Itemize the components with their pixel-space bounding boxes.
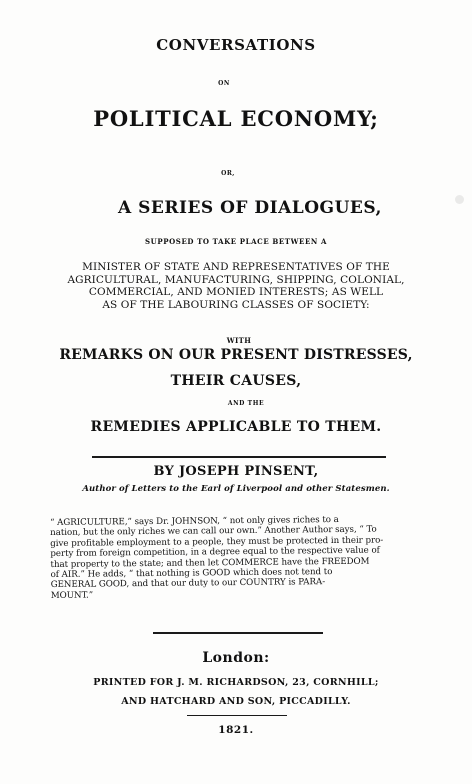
author-name: BY JOSEPH PINSENT,: [153, 464, 319, 479]
epigraph-line: that property to the state; and then let COMMERCE have the FREEDOM: [50, 556, 370, 570]
author-designation: Author of Letters to the Earl of Liverpool and other Statesmen.: [82, 484, 390, 494]
imprint-city: London:: [202, 650, 270, 666]
connector-or: OR,: [221, 170, 235, 177]
epigraph-line: GENERAL GOOD, and that our duty to our COUNTRY is PARA-: [50, 577, 326, 591]
epigraph-line: “ AGRICULTURE,” says Dr. JOHNSON, “ not only gives riches to a: [50, 514, 339, 528]
epigraph-line: perty from foreign competition, in a degree equal to the respective value of: [50, 545, 380, 560]
connector-and-the: AND THE: [227, 400, 265, 407]
divider-rule: [92, 456, 386, 458]
remarks-line-3: REMEDIES APPLICABLE TO THEM.: [90, 419, 382, 435]
divider-rule: [153, 632, 323, 634]
divider-rule: [187, 715, 287, 716]
imprint-hatchard: AND HATCHARD AND SON, PICCADILLY.: [121, 696, 351, 707]
title-political-economy: POLITICAL ECONOMY;: [93, 106, 379, 131]
epigraph-line: of AIR.” He adds, “ that nothing is GOOD which does not tend to: [50, 567, 333, 581]
epigraph-line: MOUNT.”: [50, 590, 94, 601]
participants-line: AS OF THE LABOURING CLASSES OF SOCIETY:: [102, 298, 370, 311]
participants-line: COMMERCIAL, AND MONIED INTERESTS; AS WELL: [88, 286, 384, 298]
epigraph-line: nation, but the only riches we can call our own.” Another Author says, “ To: [50, 524, 377, 539]
imprint-printed-for: PRINTED FOR J. M. RICHARDSON, 23, CORNHILL;: [93, 677, 379, 688]
participants-line: AGRICULTURAL, MANUFACTURING, SHIPPING, COLONIAL,: [67, 273, 405, 286]
connector-with: WITH: [226, 336, 252, 345]
participants-line: MINISTER OF STATE AND REPRESENTATIVES OF THE: [82, 261, 390, 273]
epigraph-line: give profitable employment to a people, they must be protected in their pro-: [50, 535, 384, 549]
imprint-year: 1821.: [218, 724, 254, 736]
paper-spot: [455, 195, 464, 204]
epigraph: [50, 514, 429, 601]
remarks-line-2: THEIR CAUSES,: [170, 373, 302, 389]
connector-on: ON: [218, 80, 230, 87]
supposed-line: SUPPOSED TO TAKE PLACE BETWEEN A: [145, 237, 327, 246]
title-conversations: CONVERSATIONS: [156, 36, 316, 54]
remarks-line-1: REMARKS ON OUR PRESENT DISTRESSES,: [59, 347, 413, 363]
participants-paragraph: [46, 261, 426, 311]
title-series-of-dialogues: A SERIES OF DIALOGUES,: [118, 198, 382, 218]
